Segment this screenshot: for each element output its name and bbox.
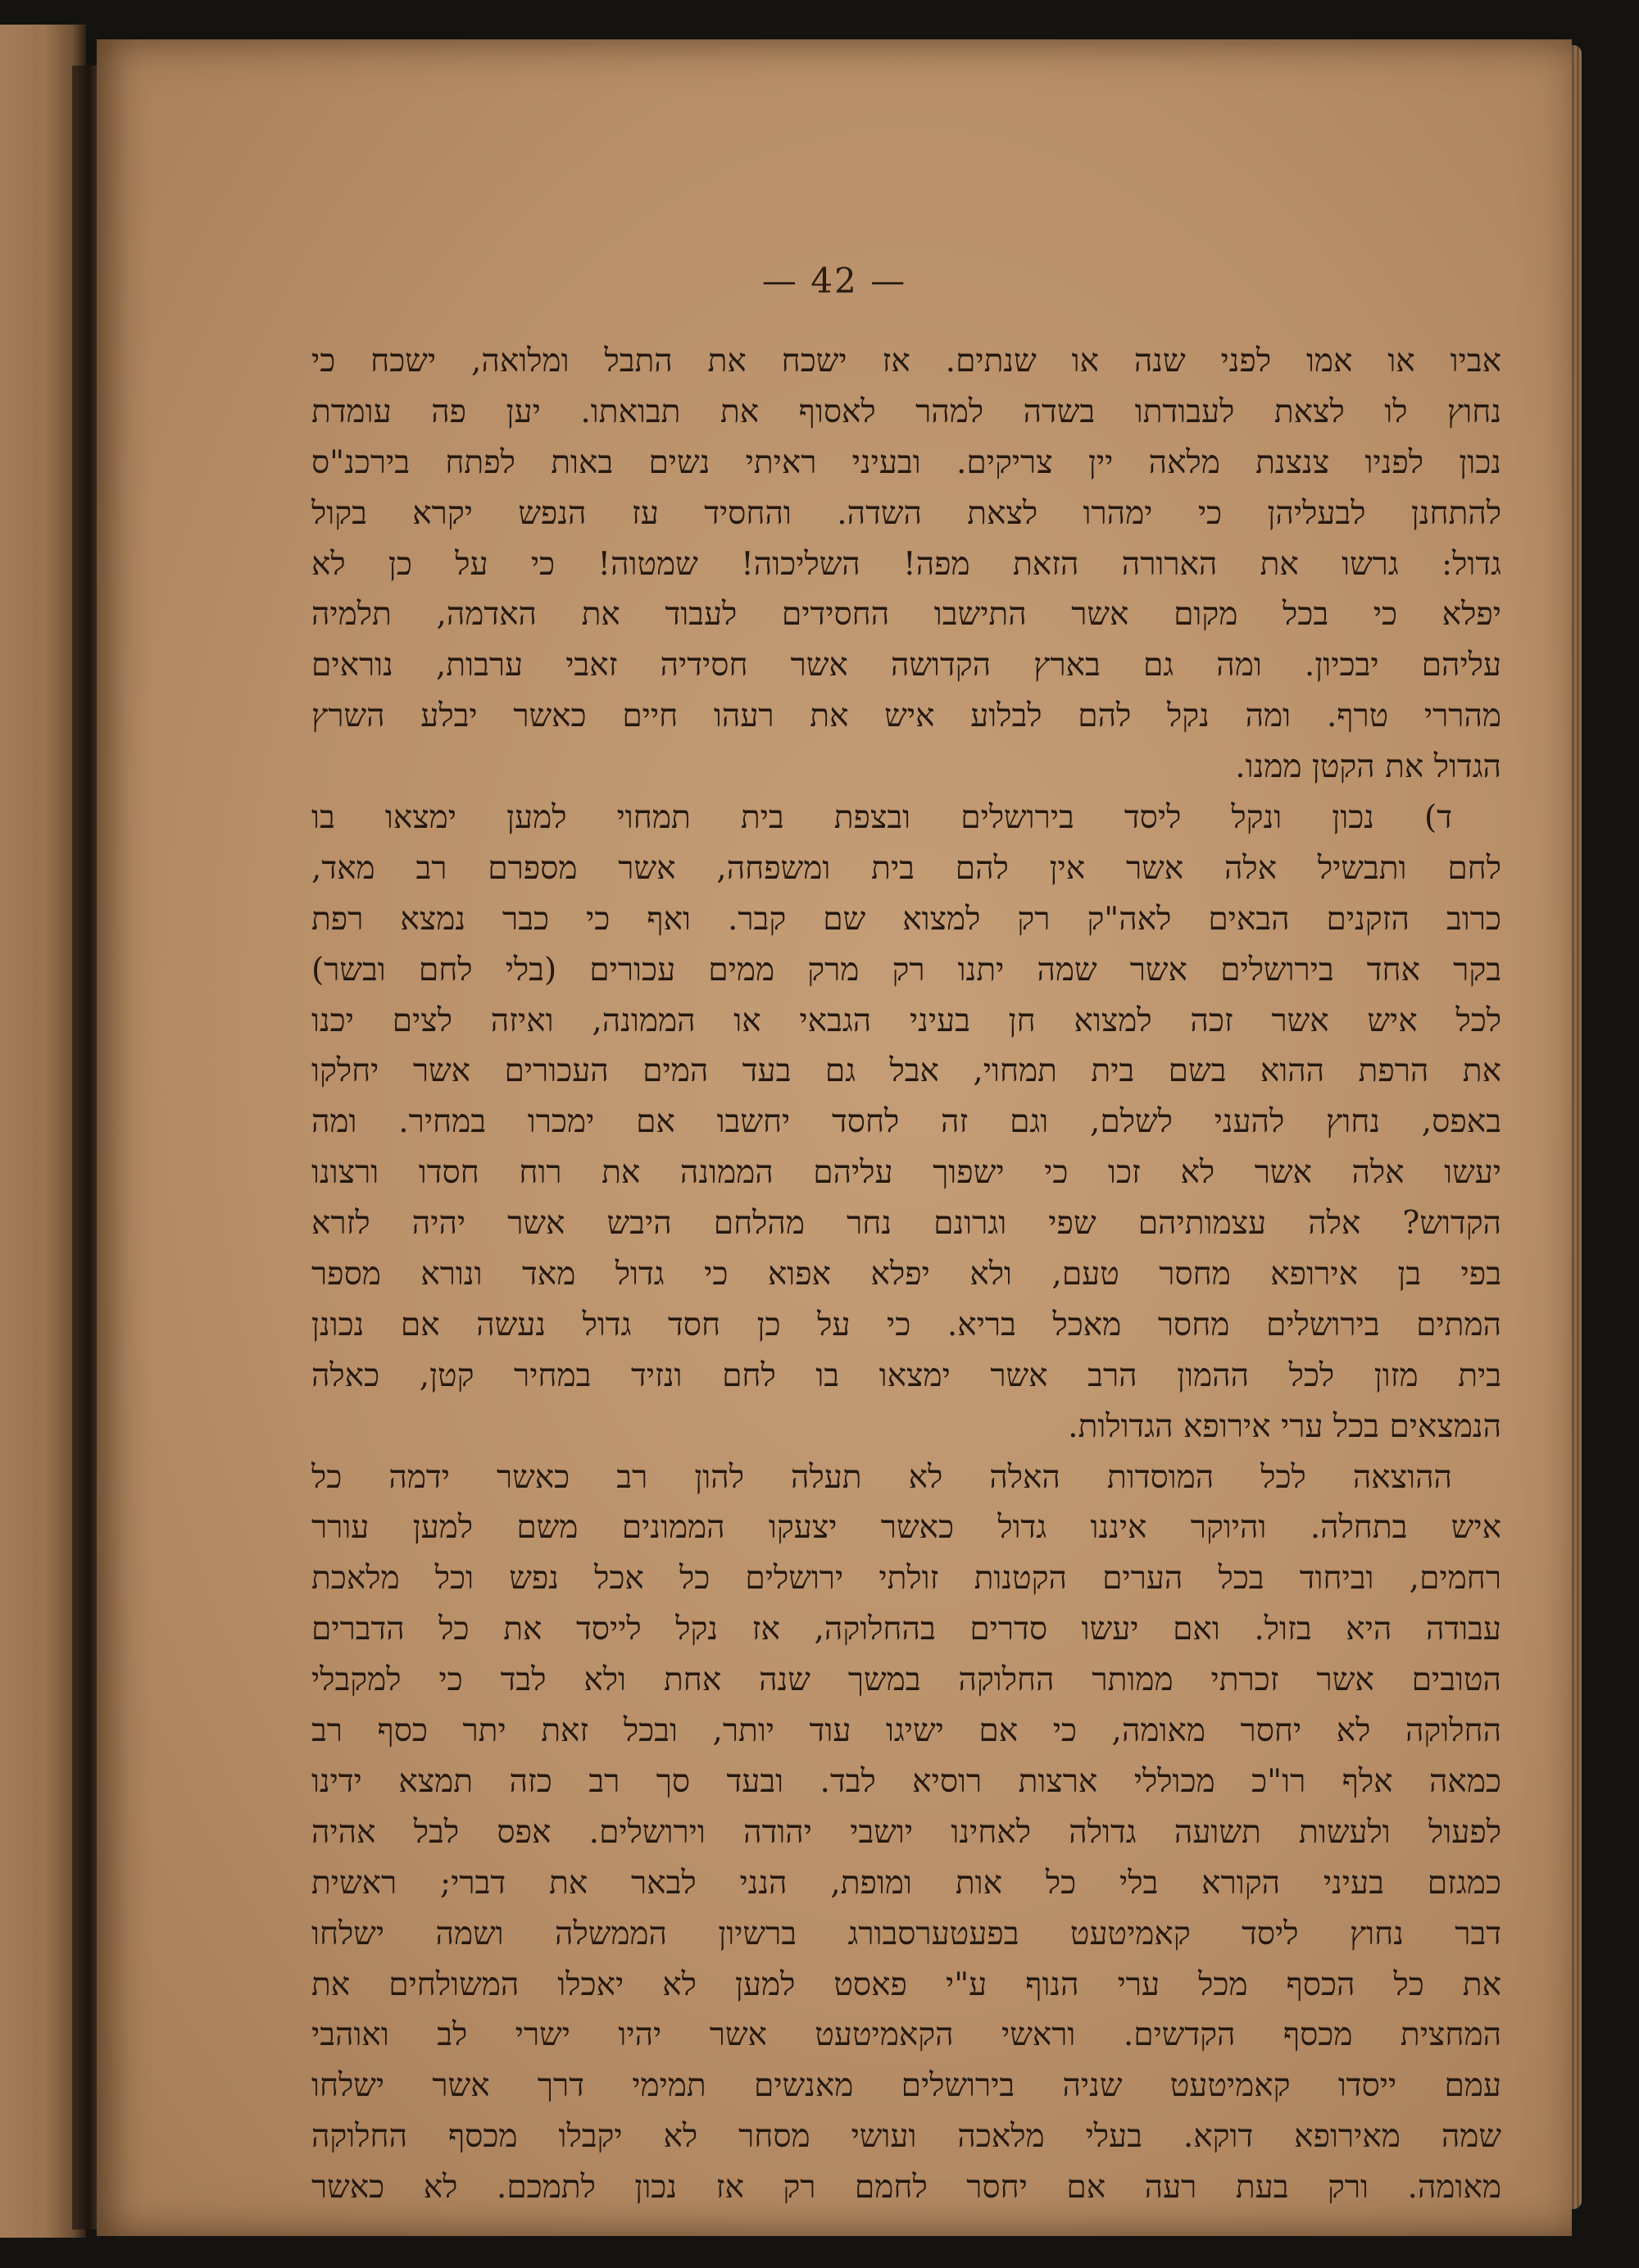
text-line: דבר נחוץ ליסד קאמיטעט בפעטערסבורג ברשיון הממשלה ושמה ישלחו	[311, 1915, 1501, 1952]
text-line: בית מזון לכל ההמון הרב אשר ימצאו בו לחם ונזיד במחיר קטן, כאלה	[311, 1357, 1501, 1394]
text-line: מאומה. ורק בעת רעה אם יחסר לחמם רק אז נכון לתמכם. לא כאשר	[311, 2169, 1501, 2207]
page-number: — 42 —	[761, 261, 907, 301]
text-line: ד) נכון ונקל ליסד בירושלים ובצפת בית תמחוי למען ימצאו בו	[311, 799, 1452, 837]
text-line: לחם ותבשיל אלה אשר אין להם בית ומשפחה, אשר מספרם רב מאד,	[311, 849, 1501, 887]
text-line: מהררי טרף. ומה נקל להם לבלוע איש את רעהו חיים כאשר יבלע השרץ	[311, 698, 1501, 735]
text-line: עבודה היא בזול. ואם יעשו סדרים בהחלוקה, אז נקל לייסד את כל הדברים	[311, 1611, 1501, 1648]
previous-page-strip	[0, 25, 33, 2238]
text-line: נכון לפניו צנצנת מלאה יין צריקים. ובעיני ראיתי נשים באות לפתח בירכנ"ס	[311, 443, 1501, 481]
text-line: הטובים אשר זכרתי ממותר החלוקה במשך שנה אחת ולא לבד כי למקבלי	[311, 1661, 1501, 1699]
text-line: המחצית מכסף הקדשים. וראשי הקאמיטעט אשר יהיו ישרי לב ואוהבי	[311, 2016, 1501, 2054]
text-line: הנמצאים בכל ערי אירופא הגדולות.	[1068, 1407, 1501, 1445]
text-line: עמם ייסדו קאמיטעט שניה בירושלים מאנשים תמימי דרך אשר ישלחו	[311, 2067, 1501, 2105]
text-line: החלוקה לא יחסר מאומה, כי אם ישיגו עוד יותר, ובכל זאת יתר כסף רב	[311, 1712, 1501, 1750]
book-page	[97, 39, 1572, 2236]
text-line: גדול: גרשו את הארורה הזאת מפה! השליכוה! שמטוה! כי על כן לא	[311, 545, 1501, 583]
text-line: כמאה אלף רו"כ מכוללי ארצות רוסיא לבד. ובעד סך רב כזה תמצא ידינו	[311, 1762, 1501, 1800]
text-line: לפעול ולעשות תשועה גדולה לאחינו יושבי יהודה וירושלים. אפס לבל אהיה	[311, 1813, 1501, 1851]
text-line: בפי בן אירופא מחסר טעם, ולא יפלא אפוא כי גדול מאד ונורא מספר	[311, 1256, 1501, 1293]
text-line: שמה מאירופא דוקא. בעלי מלאכה ועושי מסחר לא יקבלו מכסף החלוקה	[311, 2118, 1501, 2156]
text-line: באפס, נחוץ להעני לשלם, וגם זה לחסד יחשבו אם ימכרו במחיר. ומה	[311, 1103, 1501, 1141]
page-text	[311, 336, 1501, 2213]
text-line: כרוב הזקנים הבאים לאה"ק רק למצוא שם קבר. ואף כי כבר נמצא רפת	[311, 900, 1501, 938]
text-line: המתים בירושלים מחסר מאכל בריא. כי על כן חסד גדול נעשה אם נכונן	[311, 1306, 1501, 1343]
text-line: ההוצאה לכל המוסדות האלה לא תעלה להון רב כאשר ידמה כל	[311, 1458, 1452, 1496]
text-line: איש בתחלה. והיוקר איננו גדול כאשר יצעקו הממונים משם למען עורר	[311, 1509, 1501, 1547]
text-line: נחוץ לו לצאת לעבודתו בשדה למהר לאסוף את תבואתו. יען פה עומדת	[311, 393, 1501, 430]
text-line: את הרפת ההוא בשם בית תמחוי, אבל גם בעד המים העכורים אשר יחלקו	[311, 1052, 1501, 1090]
text-line: הגדול את הקטן ממנו.	[1235, 748, 1501, 786]
text-line: אביו או אמו לפני שנה או שנתים. אז ישכח את התבל ומלואה, ישכח כי	[311, 343, 1501, 380]
text-line: את כל הכסף מכל ערי הנוף ע"י פאסט למען לא יאכלו המשולחים את	[311, 1966, 1501, 2003]
text-line: לכל איש אשר זכה למצוא חן בעיני הגבאי או הממונה, ואיזה לצים יכנו	[311, 1002, 1501, 1039]
text-line: הקדוש? אלה עצמותיהם שפי וגרונם נחר מהלחם היבש אשר יהיה לזרא	[311, 1205, 1501, 1243]
text-line: כמגזם בעיני הקורא בלי כל אות ומופת, הנני לבאר את דברי; ראשית	[311, 1864, 1501, 1902]
text-line: להתחנן לבעליהן כי ימהרו לצאת השדה. והחסיד עז הנפש יקרא בקול	[311, 494, 1501, 532]
text-line: יפלא כי בכל מקום אשר התישבו החסידים לעבוד את האדמה, תלמיה	[311, 596, 1501, 634]
text-line: בקר אחד בירושלים אשר שמה יתנו רק מרק ממים עכורים (בלי לחם ובשר)	[311, 951, 1501, 989]
text-line: רחמים, וביחוד בכל הערים הקטנות זולתי ירושלים כל אכל נפש וכל מלאכת	[311, 1560, 1501, 1598]
text-line: יעשו אלה אשר לא זכו כי ישפוך עליהם הממונה את רוח חסדו ורצונו	[311, 1154, 1501, 1192]
text-line: עליהם יבכיון. ומה גם בארץ הקדושה אשר חסידיה זאבי ערבות, נוראים	[311, 647, 1501, 684]
